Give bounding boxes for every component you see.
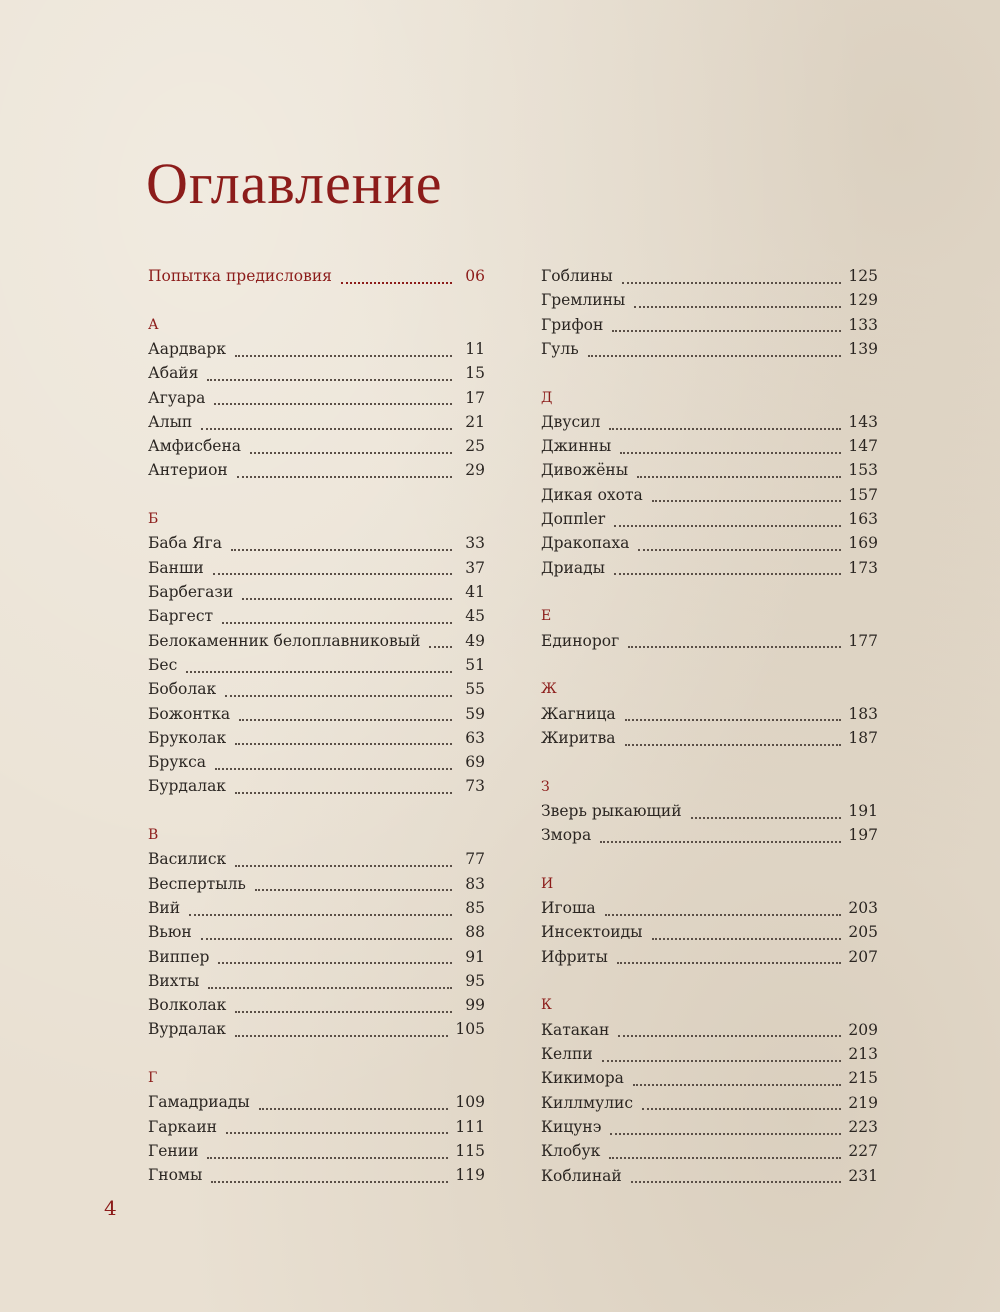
toc-entry-page: 17 [465, 388, 485, 407]
section-letter: З [541, 778, 550, 795]
toc-entry[interactable] [541, 1164, 878, 1188]
toc-entry[interactable] [541, 483, 878, 507]
toc-section [541, 264, 878, 361]
toc-entry-name: Гамадриады [148, 1093, 250, 1112]
toc-entry-page: 85 [465, 899, 485, 917]
toc-entry-name: Вихты [148, 971, 200, 990]
dot-leader [235, 346, 452, 357]
toc-entry-name: Божонтка [148, 704, 231, 723]
dot-leader [652, 491, 842, 502]
toc-entry-page: 215 [848, 1069, 878, 1088]
toc-entry[interactable] [541, 920, 878, 944]
toc-entry[interactable] [541, 945, 878, 969]
dot-leader [691, 808, 842, 819]
toc-entry-name: Грифон [541, 315, 604, 334]
toc-entry[interactable] [148, 993, 485, 1017]
toc-entry-name: Джинны [541, 437, 612, 456]
toc-entry-name: Гении [148, 1142, 199, 1161]
section-letter: Д [541, 389, 553, 406]
dot-leader [610, 1124, 841, 1135]
toc-entry[interactable] [541, 313, 878, 337]
toc-entry-page: 119 [455, 1166, 485, 1185]
toc-entry-page: 49 [465, 631, 485, 650]
dot-leader [612, 321, 841, 332]
toc-entry-page: 111 [455, 1117, 485, 1136]
toc-entry-page: 115 [455, 1142, 485, 1161]
dot-leader [214, 394, 452, 405]
toc-section [148, 313, 485, 483]
toc-entry-name: Келпи [541, 1045, 593, 1064]
toc-entry-name: Попытка предисловия [148, 267, 332, 285]
dot-leader [237, 467, 452, 478]
toc-entry-name: Дикая охота [541, 485, 643, 504]
toc-section [541, 604, 878, 653]
dot-leader [242, 589, 452, 600]
section-letter: В [148, 827, 159, 844]
toc-entry-page: 37 [465, 558, 485, 577]
dot-leader [631, 1172, 842, 1183]
dot-leader [634, 297, 841, 308]
dot-leader [231, 540, 452, 551]
toc-entry-page: 45 [465, 607, 485, 626]
toc-entry-name: Катакан [541, 1020, 610, 1039]
toc-section [541, 775, 878, 848]
dot-leader [638, 540, 841, 551]
toc-entry[interactable] [541, 1091, 878, 1115]
toc-entry-name: Аардварк [148, 339, 227, 358]
toc-entry[interactable] [148, 702, 485, 726]
toc-entry-name: Змора [541, 826, 592, 845]
toc-entry[interactable] [148, 629, 485, 653]
toc-entry-page: 11 [465, 339, 485, 358]
section-letter: Г [148, 1070, 158, 1087]
dot-leader [605, 905, 842, 916]
dot-leader [207, 370, 452, 381]
dot-leader [617, 953, 842, 964]
dot-leader [215, 759, 452, 770]
toc-entry[interactable] [148, 604, 485, 628]
toc-entry-page: 209 [848, 1020, 878, 1039]
toc-entry[interactable] [148, 1139, 485, 1163]
page-number: 4 [104, 1196, 117, 1220]
toc-entry-page: 109 [455, 1093, 485, 1112]
toc-entry-page: 77 [465, 850, 485, 869]
toc-entry-name: Гуль [541, 339, 579, 358]
toc-entry-name: Волколак [148, 996, 227, 1015]
toc-entry-name: Кицунэ [541, 1117, 602, 1136]
toc-entry[interactable] [148, 580, 485, 604]
toc-entry[interactable] [148, 677, 485, 701]
toc-entry-page: 99 [465, 996, 485, 1015]
dot-leader [235, 783, 452, 794]
dot-leader [341, 273, 452, 284]
toc-section [148, 507, 485, 799]
toc-entry-name: Веспертыль [148, 874, 246, 893]
dot-leader [614, 516, 841, 527]
toc-entry-name: Дракопаха [541, 534, 630, 553]
toc-entry-name: Двусил [541, 412, 601, 431]
dot-leader [235, 1002, 452, 1013]
toc-entry-name: Боболак [148, 680, 217, 699]
toc-entry-name: Бруколак [148, 728, 227, 747]
toc-entry-name: Гаркаин [148, 1117, 218, 1136]
toc-entry-name: Кикимора [541, 1069, 624, 1088]
toc-entry[interactable] [148, 1115, 485, 1139]
toc-section-preface [148, 264, 485, 288]
dot-leader [208, 978, 452, 989]
toc-entry-page: 183 [848, 704, 878, 723]
dot-leader [235, 734, 452, 745]
toc-section [541, 872, 878, 969]
toc-entry[interactable] [148, 1090, 485, 1114]
toc-entry-page: 139 [848, 339, 878, 358]
toc-entry[interactable] [148, 847, 485, 871]
toc-entry-page: 143 [848, 412, 878, 431]
toc-section [541, 386, 878, 580]
toc-entry-name: Клобук [541, 1142, 601, 1161]
toc-entry[interactable] [148, 361, 485, 385]
toc-entry[interactable] [148, 410, 485, 434]
toc-entry-page: 147 [848, 437, 878, 456]
toc-entry-name: Антерион [148, 461, 228, 480]
toc-entry-page: 59 [465, 704, 485, 723]
toc-entry-name: Коблинай [541, 1166, 622, 1185]
toc-entry[interactable] [541, 1115, 878, 1139]
dot-leader [602, 1051, 842, 1062]
toc-entry[interactable] [148, 726, 485, 750]
toc-entry-name: Гоблины [541, 267, 613, 285]
toc-entry-page: 223 [848, 1117, 878, 1136]
dot-leader [225, 686, 452, 697]
toc-entry[interactable] [148, 531, 485, 555]
toc-entry-page: 173 [848, 558, 878, 577]
toc-entry[interactable] [541, 896, 878, 920]
section-letter: Б [148, 511, 159, 528]
toc-entry[interactable] [148, 920, 485, 944]
toc-section [541, 993, 878, 1187]
toc-entry-name: Жиритва [541, 728, 616, 747]
toc-entry-name: Дриады [541, 558, 605, 577]
toc-entry[interactable] [148, 1017, 485, 1041]
dot-leader [637, 467, 841, 478]
toc-entry-page: 187 [848, 728, 878, 747]
dot-leader [600, 832, 841, 843]
toc-section [541, 677, 878, 750]
dot-leader [259, 1099, 449, 1110]
toc-entry-name: Баба Яга [148, 534, 223, 553]
toc-entry-name: Доппler [541, 510, 606, 529]
section-letter: К [541, 997, 552, 1014]
toc-entry[interactable] [541, 629, 878, 653]
toc-section [148, 823, 485, 1042]
toc-entry[interactable] [541, 1139, 878, 1163]
dot-leader [226, 1123, 448, 1134]
toc-column-right [541, 264, 878, 1212]
toc-entry[interactable] [148, 750, 485, 774]
toc-entry-name: Василиск [148, 850, 227, 869]
toc-entry-name: Игоша [541, 899, 596, 918]
toc-entry[interactable] [541, 410, 878, 434]
dot-leader [250, 443, 452, 454]
dot-leader [588, 346, 842, 357]
toc-entry-name: Ифриты [541, 947, 608, 966]
dot-leader [652, 929, 842, 940]
toc-entry-name: Жагница [541, 704, 616, 723]
toc-entry-page: 55 [465, 680, 485, 699]
section-letter: Ж [541, 681, 557, 698]
toc-entry-page: 21 [465, 412, 485, 431]
toc-entry-page: 25 [465, 437, 485, 456]
dot-leader [222, 613, 452, 624]
toc-entry[interactable] [541, 337, 878, 361]
toc-entry-name: Амфисбена [148, 437, 242, 456]
dot-leader [614, 564, 841, 575]
toc-entry-page: 203 [848, 899, 878, 918]
toc-entry-page: 191 [848, 801, 878, 820]
toc-entry-page: 105 [455, 1020, 485, 1039]
dot-leader [609, 1148, 841, 1159]
toc-entry-name: Абайя [148, 364, 199, 383]
section-letter: А [148, 316, 159, 333]
toc-entry[interactable] [541, 823, 878, 847]
dot-leader [622, 273, 842, 284]
toc-entry-name: Вьюн [148, 923, 192, 942]
toc-entry-page: 133 [848, 315, 878, 334]
toc-entry-name: Белокаменник белоплавниковый [148, 631, 421, 650]
toc-entry-name: Банши [148, 558, 204, 577]
toc-entry[interactable] [148, 458, 485, 482]
toc-entry-page: 33 [465, 534, 485, 553]
toc-entry-page: 157 [848, 485, 878, 504]
toc-entry-page: 169 [848, 534, 878, 553]
toc-entry[interactable] [541, 556, 878, 580]
toc-entry-page: 91 [465, 947, 485, 966]
dot-leader [211, 1172, 448, 1183]
dot-leader [189, 905, 452, 916]
toc-entry[interactable] [148, 774, 485, 798]
toc-entry-name: Виппер [148, 947, 210, 966]
toc-entry-name: Единорог [541, 631, 620, 650]
toc-section [148, 1066, 485, 1187]
dot-leader [239, 710, 452, 721]
toc-entry-page: 129 [848, 291, 878, 310]
dot-leader [255, 880, 452, 891]
toc-entry[interactable] [148, 386, 485, 410]
page-title: Оглавление [146, 151, 443, 216]
dot-leader [207, 1148, 448, 1159]
toc-entry-page: 51 [465, 655, 485, 674]
toc-entry[interactable] [148, 556, 485, 580]
toc-entry[interactable] [541, 434, 878, 458]
toc-entry-page: 205 [848, 923, 878, 942]
toc-entry[interactable] [541, 531, 878, 555]
toc-entry-page: 227 [848, 1142, 878, 1161]
dot-leader [642, 1099, 841, 1110]
toc-entry-page: 219 [848, 1093, 878, 1112]
dot-leader [625, 710, 842, 721]
toc-entry[interactable] [541, 458, 878, 482]
dot-leader [213, 564, 452, 575]
toc-entry[interactable] [541, 702, 878, 726]
section-letter: И [541, 875, 554, 892]
dot-leader [186, 662, 452, 673]
toc-entry-page: 29 [465, 461, 485, 480]
toc-entry-name: Вурдалак [148, 1020, 226, 1039]
toc-entry-name: Зверь рыкающий [541, 801, 682, 820]
toc-entry-name: Гномы [148, 1166, 203, 1185]
toc-entry-name: Инсектоиды [541, 923, 643, 942]
toc-entry-page: 197 [848, 826, 878, 845]
toc-entry[interactable] [541, 264, 878, 288]
toc-entry-page: 69 [465, 753, 485, 772]
toc-entry[interactable] [541, 1042, 878, 1066]
toc-entry-name: Гремлины [541, 291, 626, 310]
dot-leader [609, 419, 841, 430]
dot-leader [628, 637, 841, 648]
toc-entry[interactable] [148, 872, 485, 896]
toc-entry[interactable] [541, 726, 878, 750]
section-letter: Е [541, 608, 552, 625]
dot-leader [625, 735, 842, 746]
toc-entry[interactable] [541, 507, 878, 531]
dot-leader [618, 1026, 841, 1037]
toc-entry-page: 231 [848, 1166, 878, 1185]
toc-entry-page: 73 [465, 777, 485, 796]
toc-entry-page: 83 [465, 874, 485, 893]
toc-entry-name: Бурдалак [148, 777, 226, 796]
toc-entry[interactable] [541, 288, 878, 312]
toc-entry[interactable] [148, 434, 485, 458]
toc-entry-preface[interactable] [148, 264, 485, 288]
dot-leader [235, 856, 452, 867]
toc-entry-page: 207 [848, 947, 878, 966]
toc-entry-page: 88 [465, 923, 485, 942]
toc-entry-name: Барбегази [148, 583, 234, 602]
toc-entry-name: Вий [148, 899, 181, 917]
toc-entry-name: Дивожёны [541, 461, 629, 480]
toc-entry[interactable] [541, 799, 878, 823]
toc-entry[interactable] [148, 945, 485, 969]
toc-entry-page: 163 [848, 510, 878, 529]
toc-entry-page: 15 [465, 364, 485, 383]
toc-entry-name: Киллмулис [541, 1093, 634, 1112]
toc-entry-page: 63 [465, 728, 485, 747]
toc-entry-page: 125 [848, 267, 878, 285]
dot-leader [620, 443, 841, 454]
toc-entry[interactable] [148, 1163, 485, 1187]
dot-leader [201, 929, 452, 940]
toc-entry-name: Алып [148, 412, 193, 431]
dot-leader [201, 419, 452, 430]
dot-leader [235, 1026, 448, 1037]
dot-leader [633, 1075, 842, 1086]
toc-entry-page: 41 [465, 583, 485, 602]
toc-entry-page: 06 [465, 267, 485, 285]
toc-entry-page: 95 [465, 971, 485, 990]
toc-entry[interactable] [148, 653, 485, 677]
toc-entry[interactable] [148, 337, 485, 361]
toc-entry[interactable] [148, 896, 485, 920]
toc-entry[interactable] [541, 1018, 878, 1042]
toc-entry-name: Брукса [148, 753, 207, 772]
toc-entry[interactable] [541, 1066, 878, 1090]
dot-leader [218, 953, 452, 964]
toc-entry[interactable] [148, 969, 485, 993]
toc-entry-page: 153 [848, 461, 878, 480]
toc-entry-page: 177 [848, 631, 878, 650]
toc-entry-name: Бес [148, 655, 178, 674]
toc-entry-page: 213 [848, 1045, 878, 1064]
toc-column-left [148, 264, 485, 1212]
toc-entry-name: Агуара [148, 388, 206, 407]
toc-entry-name: Баргест [148, 607, 214, 626]
dot-leader [429, 637, 452, 648]
